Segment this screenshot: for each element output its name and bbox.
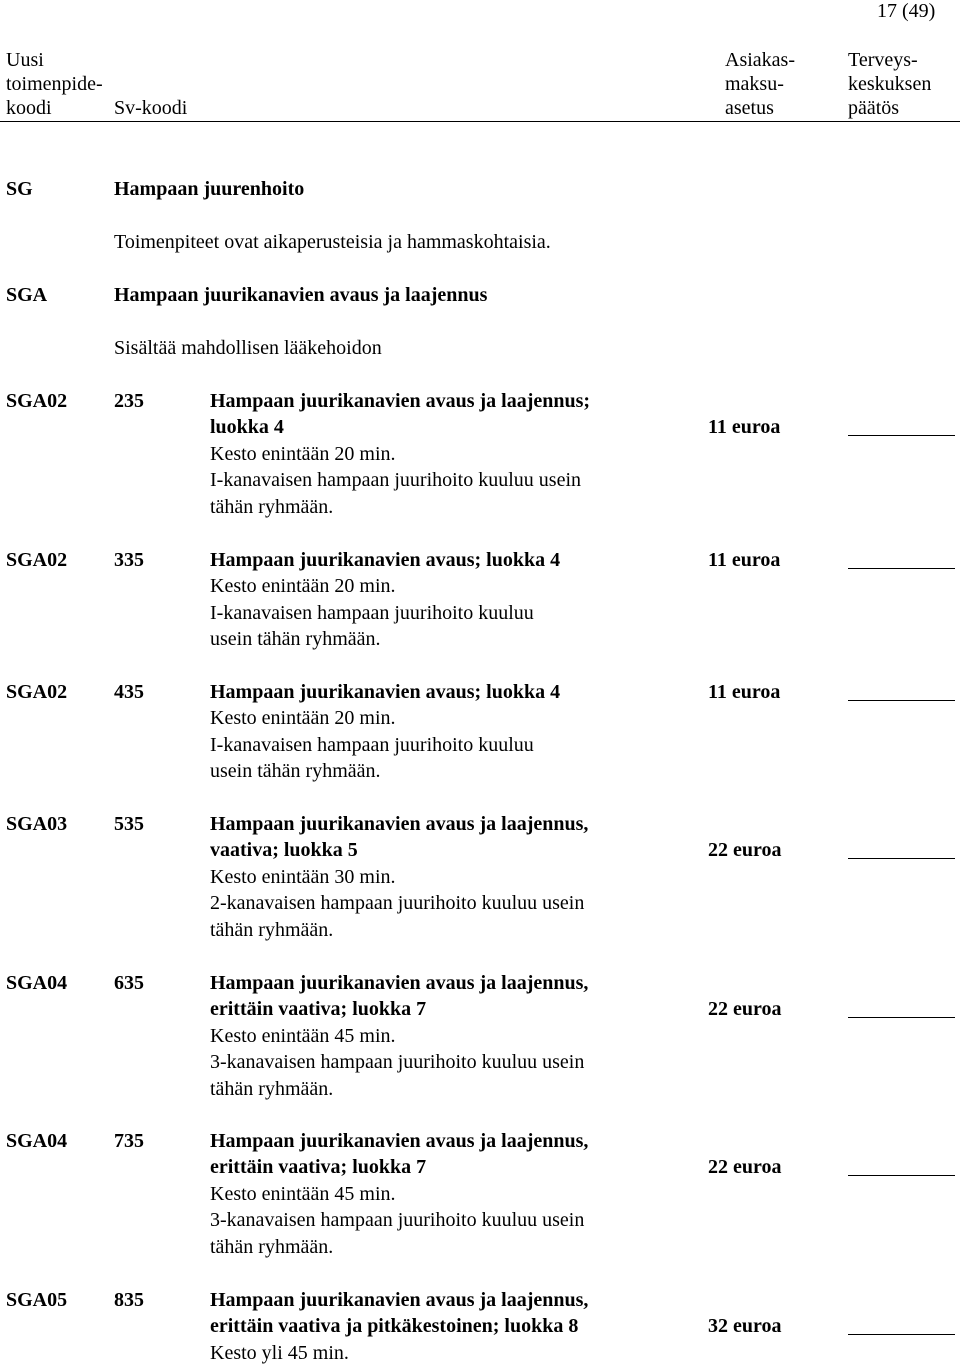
procedure-title: Hampaan juurikanavien avaus ja laajennus, [210, 1130, 589, 1152]
sv-code: 635 [114, 972, 144, 994]
section-note: Toimenpiteet ovat aikaperusteisia ja hammaskohtaisia. [114, 231, 551, 253]
header-sv-code: Sv-koodi [114, 97, 188, 119]
procedure-description: usein tähän ryhmään. [210, 628, 381, 651]
fee-amount: 32 euroa [708, 1315, 782, 1338]
header-fee-decree-line2: maksu- [725, 73, 784, 95]
sv-code: 335 [114, 549, 144, 571]
procedure-title: Hampaan juurikanavien avaus ja laajennus, [210, 813, 589, 835]
procedure-title: erittäin vaativa ja pitkäkestoinen; luokka 8 [210, 1315, 579, 1338]
procedure-description: tähän ryhmään. [210, 495, 334, 518]
procedure-code: SGA04 [6, 972, 68, 994]
procedure-description: I-kanavaisen hampaan juurihoito kuuluu [210, 733, 534, 756]
header-divider [0, 121, 960, 122]
procedure-title: Hampaan juurikanavien avaus; luokka 4 [210, 549, 561, 571]
sv-code: 835 [114, 1289, 144, 1311]
decision-blank-line [848, 435, 955, 436]
procedure-code: SGA02 [6, 549, 68, 571]
procedure-title: Hampaan juurikanavien avaus ja laajennus; [210, 390, 591, 412]
sv-code: 435 [114, 681, 144, 703]
procedure-description: Kesto enintään 20 min. [210, 575, 396, 598]
header-new-code-line2: toimenpide- [6, 73, 103, 95]
procedure-title: Hampaan juurikanavien avaus ja laajennus, [210, 1289, 589, 1311]
section-title: Hampaan juurenhoito [114, 178, 305, 200]
decision-blank-line [848, 568, 955, 569]
decision-blank-line [848, 858, 955, 859]
fee-amount: 22 euroa [708, 1156, 782, 1179]
procedure-description: Kesto enintään 20 min. [210, 707, 396, 730]
sv-code: 735 [114, 1130, 144, 1152]
header-hc-decision-line1: Terveys- [848, 49, 918, 71]
procedure-code: SGA02 [6, 390, 68, 412]
procedure-code: SGA04 [6, 1130, 68, 1152]
procedure-title: vaativa; luokka 5 [210, 839, 358, 862]
header-fee-decree-line3: asetus [725, 97, 774, 119]
header-new-code-line3: koodi [6, 97, 52, 119]
procedure-description: Kesto enintään 20 min. [210, 442, 396, 465]
page-number: 17 (49) [877, 0, 936, 22]
procedure-title: erittäin vaativa; luokka 7 [210, 998, 427, 1021]
procedure-code: SGA03 [6, 813, 68, 835]
decision-blank-line [848, 1017, 955, 1018]
procedure-title: Hampaan juurikanavien avaus; luokka 4 [210, 681, 561, 703]
fee-amount: 11 euroa [708, 549, 781, 571]
procedure-description: 3-kanavaisen hampaan juurihoito kuuluu usein [210, 1209, 585, 1232]
procedure-title: erittäin vaativa; luokka 7 [210, 1156, 427, 1179]
header-hc-decision-line2: keskuksen [848, 73, 932, 95]
procedure-code: SGA05 [6, 1289, 68, 1311]
procedure-description: Kesto enintään 45 min. [210, 1024, 396, 1047]
fee-amount: 11 euroa [708, 681, 781, 703]
fee-amount: 11 euroa [708, 416, 781, 439]
procedure-description: tähän ryhmään. [210, 1235, 334, 1258]
header-hc-decision-line3: päätös [848, 97, 900, 119]
procedure-description: Kesto yli 45 min. [210, 1341, 349, 1364]
decision-blank-line [848, 700, 955, 701]
procedure-code: SGA02 [6, 681, 68, 703]
procedure-description: Kesto enintään 30 min. [210, 865, 396, 888]
fee-amount: 22 euroa [708, 998, 782, 1021]
decision-blank-line [848, 1175, 955, 1176]
subsection-code: SGA [6, 284, 48, 306]
sv-code: 535 [114, 813, 144, 835]
procedure-title: Hampaan juurikanavien avaus ja laajennus, [210, 972, 589, 994]
procedure-description: I-kanavaisen hampaan juurihoito kuuluu usein [210, 469, 582, 492]
procedure-description: 3-kanavaisen hampaan juurihoito kuuluu usein [210, 1051, 585, 1074]
subsection-note: Sisältää mahdollisen lääkehoidon [114, 337, 382, 359]
sv-code: 235 [114, 390, 144, 412]
procedure-description: Kesto enintään 45 min. [210, 1182, 396, 1205]
header-fee-decree-line1: Asiakas- [725, 49, 795, 71]
fee-amount: 22 euroa [708, 839, 782, 862]
procedure-description: I-kanavaisen hampaan juurihoito kuuluu [210, 601, 534, 624]
section-code: SG [6, 178, 33, 200]
subsection-title: Hampaan juurikanavien avaus ja laajennus [114, 284, 488, 306]
procedure-title: luokka 4 [210, 416, 284, 439]
procedure-description: tähän ryhmään. [210, 1077, 334, 1100]
header-new-code-line1: Uusi [6, 49, 44, 71]
procedure-description: 2-kanavaisen hampaan juurihoito kuuluu usein [210, 892, 585, 915]
procedure-description: usein tähän ryhmään. [210, 760, 381, 783]
procedure-description: tähän ryhmään. [210, 918, 334, 941]
decision-blank-line [848, 1334, 955, 1335]
